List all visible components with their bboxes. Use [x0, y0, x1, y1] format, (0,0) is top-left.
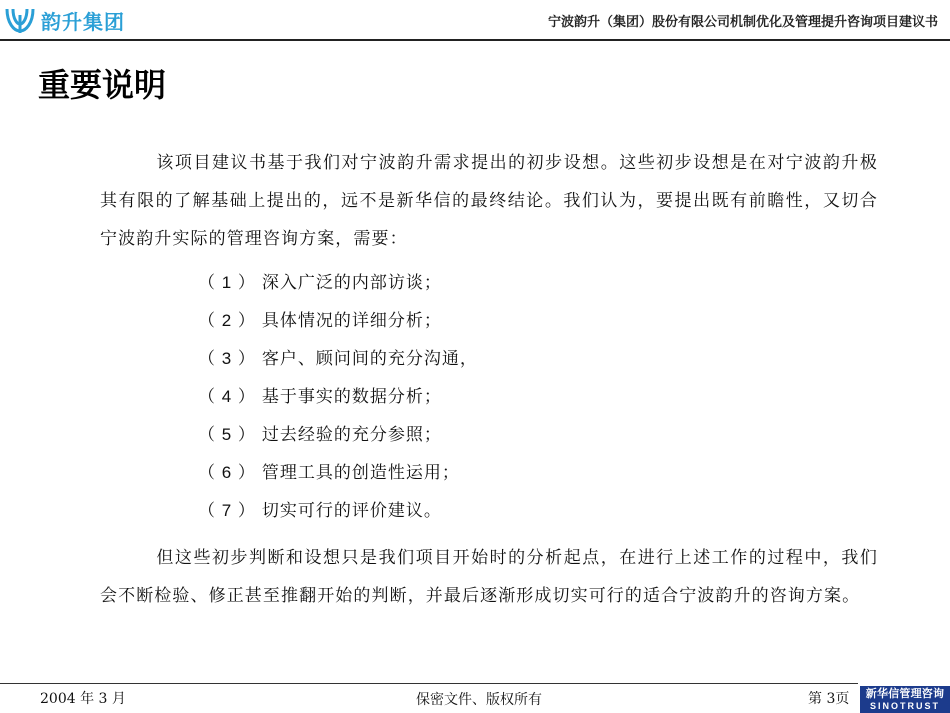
list-item	[198, 340, 478, 378]
sinotrust-logo-cn: 新华信管理咨询	[865, 687, 945, 700]
conclusion-paragraph	[100, 539, 878, 615]
list-item	[198, 264, 478, 302]
yunsheng-logo-icon	[4, 5, 36, 35]
sinotrust-logo-en: SINOTRUST	[869, 701, 940, 711]
intro-paragraph	[100, 144, 878, 258]
company-logo	[4, 5, 125, 35]
list-item-text: 过去经验的充分参照；	[261, 425, 442, 445]
list-item-number: （ 1 ）	[198, 273, 256, 292]
requirements-list	[198, 264, 478, 530]
list-item-text: 客户、顾问间的充分沟通，	[261, 349, 478, 369]
list-item	[198, 454, 478, 492]
list-item	[198, 492, 478, 530]
intro-text: 该项目建议书基于我们对宁波韵升需求提出的初步设想。这些初步设想是在对宁波韵升极其有限的了解基础上提出的，远不是新华信的最终结论。我们认为，要提出既有前瞻性，又切合宁波韵升实际的管理咨询方案，需要：	[100, 153, 878, 249]
list-item-text: 具体情况的详细分析；	[261, 311, 442, 331]
footer-date: 2004 年 3 月	[40, 691, 126, 707]
list-item-text: 管理工具的创造性运用；	[261, 463, 460, 483]
list-item-number: （ 7 ）	[198, 501, 256, 520]
conclusion-text: 但这些初步判断和设想只是我们项目开始时的分析起点，在进行上述工作的过程中，我们会不断检验、修正甚至推翻开始的判断，并最后逐渐形成切实可行的适合宁波韵升的咨询方案。	[100, 548, 878, 606]
list-item-number: （ 5 ）	[198, 425, 256, 444]
list-item-number: （ 4 ）	[198, 387, 256, 406]
list-item-number: （ 3 ）	[198, 349, 256, 368]
list-item	[198, 302, 478, 340]
document-title: 宁波韵升（集团）股份有限公司机制优化及管理提升咨询项目建议书	[547, 15, 938, 30]
list-item-number: （ 6 ）	[198, 463, 256, 482]
header-divider	[0, 39, 950, 41]
footer-divider	[0, 683, 858, 684]
page-title: 重要说明	[38, 66, 167, 104]
list-item	[198, 378, 478, 416]
logo-text: 韵升集团	[41, 9, 125, 34]
list-item-text: 切实可行的评价建议。	[261, 501, 442, 521]
footer-confidential: 保密文件、版权所有	[416, 692, 542, 708]
list-item	[198, 416, 478, 454]
list-item-text: 基于事实的数据分析；	[261, 387, 442, 407]
list-item-number: （ 2 ）	[198, 311, 256, 330]
page-header	[0, 0, 950, 40]
sinotrust-logo	[860, 686, 950, 713]
list-item-text: 深入广泛的内部访谈；	[261, 273, 442, 293]
page-number: 第 3页	[808, 691, 850, 707]
